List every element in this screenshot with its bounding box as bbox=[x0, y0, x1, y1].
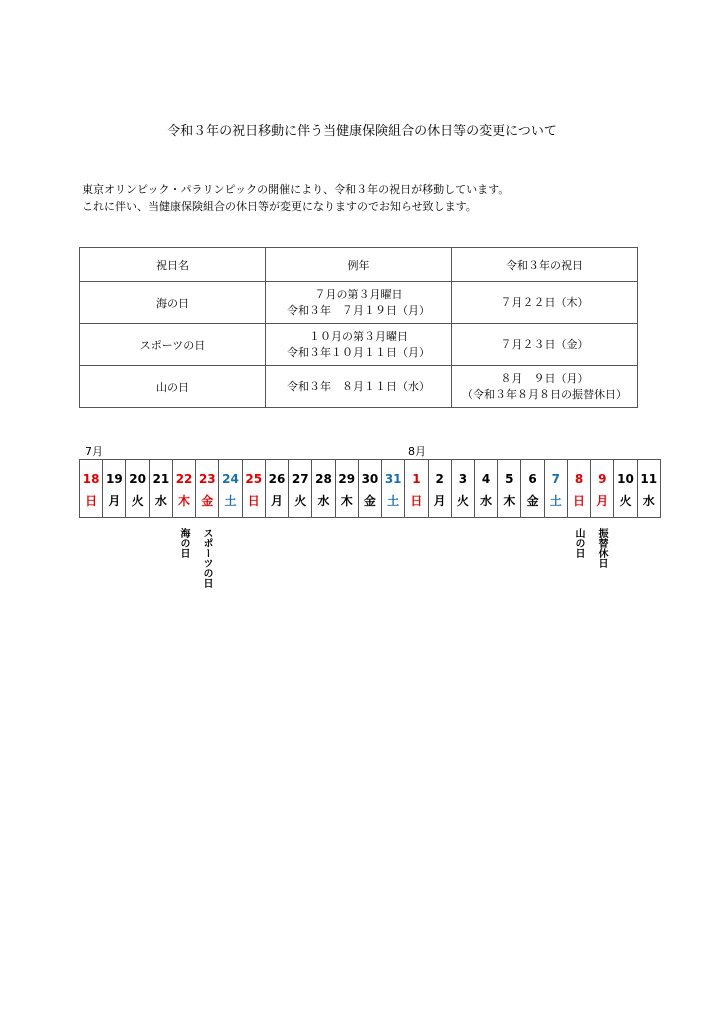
month-label-august: 8月 bbox=[408, 445, 426, 458]
calendar-date: 24 bbox=[222, 472, 239, 486]
table-row bbox=[80, 282, 638, 324]
calendar-date: 23 bbox=[198, 472, 216, 486]
calendar-weekday: 火 bbox=[619, 494, 632, 508]
calendar-strip bbox=[79, 459, 661, 518]
calendar-date: 11 bbox=[640, 472, 658, 486]
calendar-date: 3 bbox=[458, 472, 468, 486]
calendar-day bbox=[150, 460, 173, 517]
new-line: ８月 ９日（月） bbox=[500, 371, 589, 385]
calendar-weekday: 火 bbox=[131, 494, 144, 508]
calendar-weekday: 水 bbox=[480, 494, 493, 508]
usual-line: 令和３年１０月１１日（月） bbox=[287, 345, 430, 359]
row-usual bbox=[266, 324, 452, 366]
calendar-weekday: 土 bbox=[224, 494, 237, 508]
calendar-day bbox=[521, 460, 544, 517]
row-usual bbox=[266, 282, 452, 324]
calendar-day bbox=[359, 460, 382, 517]
calendar-date: 22 bbox=[175, 472, 193, 486]
month-label-july: 7月 bbox=[85, 445, 103, 458]
row-usual bbox=[266, 366, 452, 408]
calendar-date: 28 bbox=[315, 472, 332, 486]
calendar-day bbox=[80, 460, 103, 517]
calendar-date: 6 bbox=[528, 472, 537, 486]
calendar-weekday: 木 bbox=[503, 494, 516, 508]
calendar-date: 1 bbox=[412, 472, 421, 486]
calendar-date: 20 bbox=[129, 472, 146, 486]
calendar-date: 25 bbox=[245, 472, 263, 486]
calendar-weekday: 金 bbox=[363, 494, 376, 508]
calendar-day bbox=[429, 460, 452, 517]
row-new bbox=[452, 282, 638, 324]
calendar-day bbox=[219, 460, 242, 517]
calendar-date: 27 bbox=[291, 472, 309, 486]
usual-line: ７月の第３月曜日 bbox=[314, 287, 403, 301]
calendar-weekday: 日 bbox=[410, 494, 423, 508]
calendar-weekday: 水 bbox=[317, 494, 330, 508]
calendar-weekday: 土 bbox=[387, 494, 400, 508]
usual-line: 令和３年 ８月１１日（水） bbox=[287, 379, 430, 393]
calendar-weekday: 月 bbox=[108, 494, 121, 508]
label-umi-no-hi: 海の日 bbox=[178, 528, 189, 558]
calendar-date: 7 bbox=[551, 472, 560, 486]
header-holiday-name: 祝日名 bbox=[80, 248, 266, 282]
calendar-day bbox=[545, 460, 568, 517]
calendar-date: 8 bbox=[574, 472, 584, 486]
label-yama-no-hi: 山の日 bbox=[573, 528, 584, 558]
calendar-weekday: 日 bbox=[247, 494, 260, 508]
calendar-day bbox=[568, 460, 591, 517]
intro-text bbox=[82, 181, 509, 215]
calendar-date: 21 bbox=[152, 472, 170, 486]
new-line: ７月２２日（木） bbox=[500, 295, 589, 309]
row-holiday-name: スポーツの日 bbox=[80, 324, 266, 366]
row-holiday-name: 海の日 bbox=[80, 282, 266, 324]
new-line: ７月２３日（金） bbox=[500, 337, 589, 351]
calendar-day bbox=[405, 460, 428, 517]
calendar-day bbox=[266, 460, 289, 517]
calendar-weekday: 金 bbox=[526, 494, 539, 508]
calendar-day bbox=[382, 460, 405, 517]
calendar-day bbox=[312, 460, 335, 517]
calendar-weekday: 水 bbox=[154, 494, 167, 508]
calendar-day bbox=[591, 460, 614, 517]
row-new bbox=[452, 324, 638, 366]
intro-line-1: 東京オリンピック・パラリンピックの開催により、令和３年の祝日が移動しています。 bbox=[82, 183, 510, 196]
calendar-date: 31 bbox=[384, 472, 402, 486]
label-sports-no-hi: スポーツの日 bbox=[201, 528, 212, 588]
table-row bbox=[80, 366, 638, 408]
calendar-date: 30 bbox=[361, 472, 379, 486]
calendar-date: 5 bbox=[505, 472, 514, 486]
calendar-weekday: 木 bbox=[340, 494, 353, 508]
calendar-weekday: 月 bbox=[270, 494, 283, 508]
table-row bbox=[80, 324, 638, 366]
calendar-day bbox=[452, 460, 475, 517]
calendar-date: 26 bbox=[268, 472, 286, 486]
calendar-date: 9 bbox=[598, 472, 607, 486]
calendar-weekday: 月 bbox=[596, 494, 609, 508]
label-furikae-kyujitsu: 振替休日 bbox=[596, 528, 607, 568]
calendar-weekday: 日 bbox=[573, 494, 586, 508]
table-header-row bbox=[80, 248, 638, 282]
calendar-weekday: 木 bbox=[178, 494, 191, 508]
calendar-day bbox=[498, 460, 521, 517]
calendar-weekday: 日 bbox=[85, 494, 98, 508]
calendar-date: 29 bbox=[338, 472, 356, 486]
calendar-day bbox=[196, 460, 219, 517]
calendar-weekday: 水 bbox=[642, 494, 655, 508]
calendar-weekday: 金 bbox=[201, 494, 214, 508]
calendar-weekday: 火 bbox=[456, 494, 469, 508]
calendar-day bbox=[243, 460, 266, 517]
calendar-day bbox=[173, 460, 196, 517]
calendar-weekday: 月 bbox=[433, 494, 446, 508]
header-usual: 例年 bbox=[266, 248, 452, 282]
calendar-date: 2 bbox=[435, 472, 444, 486]
calendar-date: 19 bbox=[106, 472, 123, 486]
page-title: 令和３年の祝日移動に伴う当健康保険組合の休日等の変更について bbox=[167, 124, 557, 139]
intro-line-2: これに伴い、当健康保険組合の休日等が変更になりますのでお知らせ致します。 bbox=[82, 200, 477, 213]
calendar-date: 18 bbox=[82, 472, 100, 486]
usual-line: 令和３年 ７月１９日（月） bbox=[287, 303, 430, 317]
row-new bbox=[452, 366, 638, 408]
calendar-day bbox=[103, 460, 126, 517]
usual-line: １０月の第３月曜日 bbox=[309, 329, 408, 343]
calendar-day bbox=[614, 460, 637, 517]
calendar-date: 10 bbox=[617, 472, 634, 486]
calendar-weekday: 土 bbox=[549, 494, 562, 508]
calendar-day bbox=[289, 460, 312, 517]
calendar-day bbox=[336, 460, 359, 517]
calendar-day bbox=[475, 460, 498, 517]
holiday-table bbox=[79, 247, 638, 408]
calendar-day bbox=[638, 460, 660, 517]
calendar-weekday: 火 bbox=[294, 494, 307, 508]
calendar-date: 4 bbox=[481, 472, 491, 486]
new-line: （令和３年８月８日の振替休日） bbox=[462, 387, 627, 401]
row-holiday-name: 山の日 bbox=[80, 366, 266, 408]
header-r3: 令和３年の祝日 bbox=[452, 248, 638, 282]
calendar-day bbox=[126, 460, 149, 517]
